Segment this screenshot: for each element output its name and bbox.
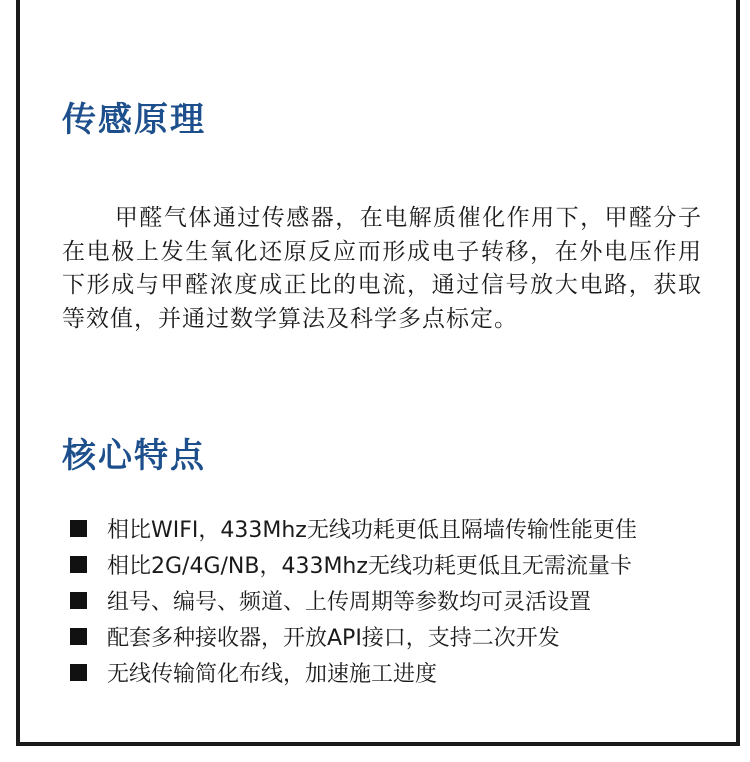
square-bullet-icon (70, 628, 87, 645)
feature-text: 组号、编号、频道、上传周期等参数均可灵活设置 (107, 589, 592, 615)
feature-list (70, 510, 637, 690)
square-bullet-icon (70, 592, 87, 609)
feature-item (70, 654, 637, 690)
feature-item (70, 582, 637, 618)
section-title-features: 核心特点 (62, 436, 206, 476)
section-title-principle: 传感原理 (62, 100, 206, 140)
feature-text: 配套多种接收器，开放API接口，支持二次开发 (107, 625, 560, 651)
square-bullet-icon (70, 520, 87, 537)
feature-text: 相比2G/4G/NB，433Mhz无线功耗更低且无需流量卡 (107, 553, 632, 579)
square-bullet-icon (70, 664, 87, 681)
feature-text: 相比WIFI，433Mhz无线功耗更低且隔墙传输性能更佳 (107, 517, 637, 543)
feature-item (70, 618, 637, 654)
feature-item (70, 546, 637, 582)
principle-paragraph: 甲醛气体通过传感器，在电解质催化作用下，甲醛分子在电极上发生氧化还原反应而形成电子转移，在外电压作用下形成与甲醛浓度成正比的电流，通过信号放大电路，获取等效值，并通过数学算法及科学多点标定。 (62, 205, 702, 332)
square-bullet-icon (70, 556, 87, 573)
feature-text: 无线传输简化布线，加速施工进度 (107, 661, 438, 687)
feature-item (70, 510, 637, 546)
